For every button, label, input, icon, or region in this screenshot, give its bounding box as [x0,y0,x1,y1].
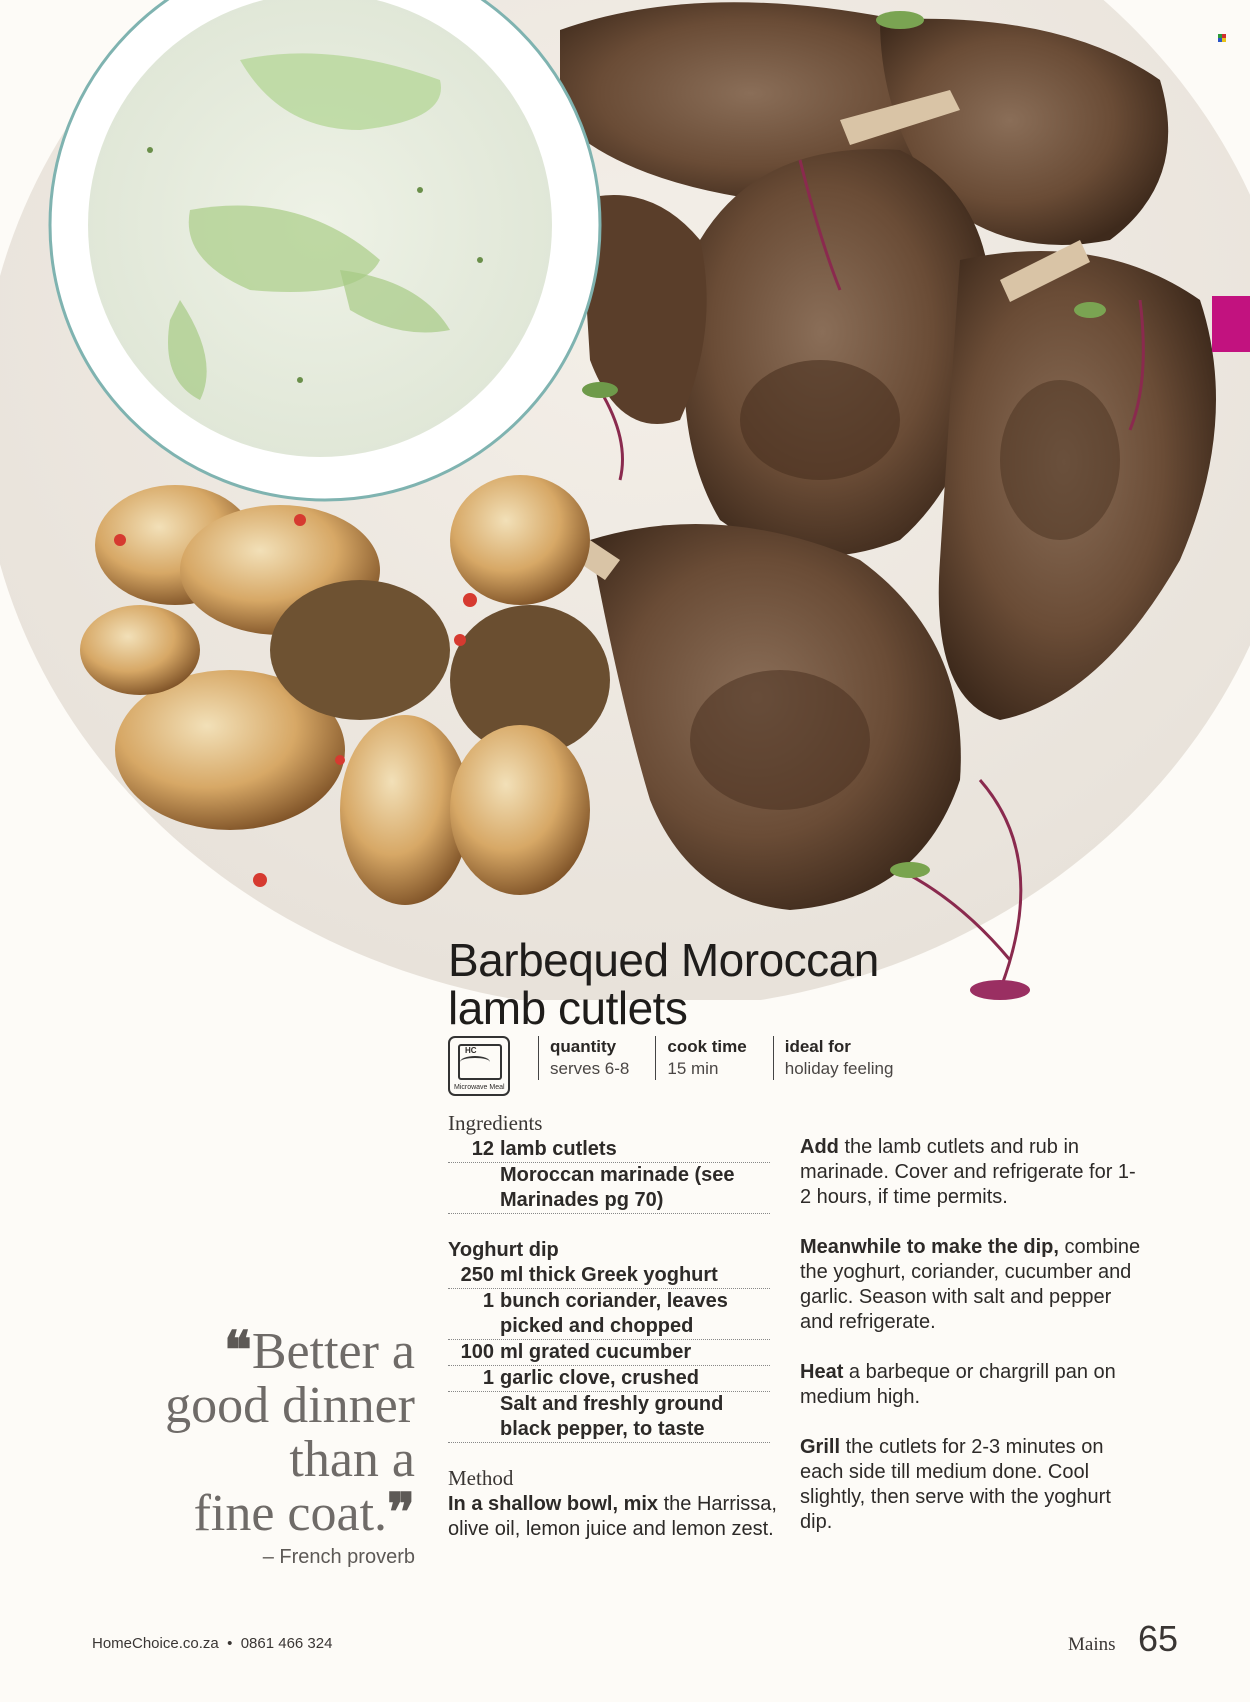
ingredient-qty: 250 [460,1264,494,1286]
method-steps [800,1135,1145,1560]
ingredient-qty: 1 [482,1367,494,1389]
quote-line [110,1325,415,1379]
pull-quote [110,1325,415,1541]
info-quantity [538,1036,629,1080]
method-step [800,1435,1145,1535]
ingredient-row [448,1289,770,1340]
info-label: cook time [667,1037,747,1056]
method-step-bold: Add [800,1136,839,1158]
method-step-bold: Grill [800,1436,841,1458]
quote-line: good dinner [165,1377,415,1434]
recipe-info-bar [448,1036,919,1098]
badge-caption: Microwave Meal [454,1084,505,1091]
ingredients-list [448,1137,770,1214]
method-step-bold: In a shallow bowl, mix [448,1493,659,1515]
ingredients-heading: Ingredients [448,1111,543,1135]
quote-line: than a [289,1431,415,1488]
footer-contact [92,1635,332,1652]
method-step-text: the cutlets for 2-3 minutes on each side till medium done. Cool slightly, then serve with the yoghurt dip. [800,1436,1111,1533]
method-step-text: the Harrissa, olive oil, lemon juice and lemon zest. [448,1493,777,1540]
ingredient-text: Moroccan marinade (see Marinades pg 70) [500,1164,735,1211]
ingredient-text: garlic clove, crushed [500,1367,699,1389]
ingredient-text: bunch coriander, leaves picked and chopped [500,1290,728,1337]
quote-text: Better a [251,1323,415,1380]
method-heading: Method [448,1466,514,1490]
quote-attribution: – French proverb [262,1546,415,1568]
ingredient-qty [448,1163,500,1213]
footer-separator: • [227,1635,233,1652]
recipe-title-line2: lamb cutlets [448,982,688,1034]
open-quote-icon: ❝ [223,1323,252,1380]
method-step [800,1235,1145,1335]
ingredient-row [448,1163,770,1214]
footer-section-name: Mains [1068,1634,1116,1655]
ingredient-row [448,1137,770,1163]
yoghurt-dip-list [448,1238,770,1443]
microwave-meal-badge-icon [448,1036,510,1096]
ingredient-text: Salt and freshly ground black pepper, to taste [500,1393,724,1440]
method-step-text: a barbeque or chargrill pan on medium high. [800,1361,1116,1408]
printer-marks-icon [1218,34,1226,42]
method-step-text: the lamb cutlets and rub in marinade. Cover and refrigerate for 1-2 hours, if time permits. [800,1136,1136,1208]
ingredient-text: ml grated cucumber [500,1341,692,1363]
method-step-bold: Meanwhile to make the dip, [800,1236,1059,1258]
method-step-1 [448,1492,778,1542]
footer-website: HomeChoice.co.za [92,1635,219,1652]
ingredient-qty: 100 [460,1341,494,1363]
recipe-title [448,936,879,1032]
ingredient-row [448,1392,770,1443]
info-value: serves 6-8 [550,1059,630,1078]
method-step [800,1135,1145,1210]
quote-text: fine coat. [193,1485,388,1542]
info-label: quantity [550,1037,617,1056]
wave-icon [460,1056,490,1068]
dip-heading: Yoghurt dip [448,1239,559,1261]
method-step-bold: Heat [800,1361,844,1383]
method-step-text: combine the yoghurt, coriander, cucumber and garlic. Season with salt and pepper and refrigerate. [800,1236,1141,1333]
info-label: ideal for [784,1037,851,1056]
ingredient-text: ml thick Greek yoghurt [500,1264,718,1286]
ingredient-row [448,1340,770,1366]
ingredient-row [448,1263,770,1289]
page-number: 65 [1138,1618,1179,1659]
ingredient-qty [448,1392,500,1442]
hc-logo-text: HC [465,1046,477,1055]
quote-line [110,1487,415,1541]
ingredient-row [448,1366,770,1392]
info-value: 15 min [667,1059,719,1078]
ingredient-text: lamb cutlets [500,1138,617,1160]
section-tab-marker [1212,296,1250,352]
footer-phone: 0861 466 324 [240,1635,333,1652]
method-step [800,1360,1145,1410]
ingredient-qty: 12 [471,1138,494,1160]
close-quote-icon: ❞ [387,1485,415,1542]
ingredient-qty: 1 [482,1290,494,1312]
info-cook-time [655,1036,746,1080]
info-ideal-for [773,1036,894,1080]
recipe-title-line1: Barbequed Moroccan [448,934,879,986]
info-value: holiday feeling [784,1059,894,1078]
